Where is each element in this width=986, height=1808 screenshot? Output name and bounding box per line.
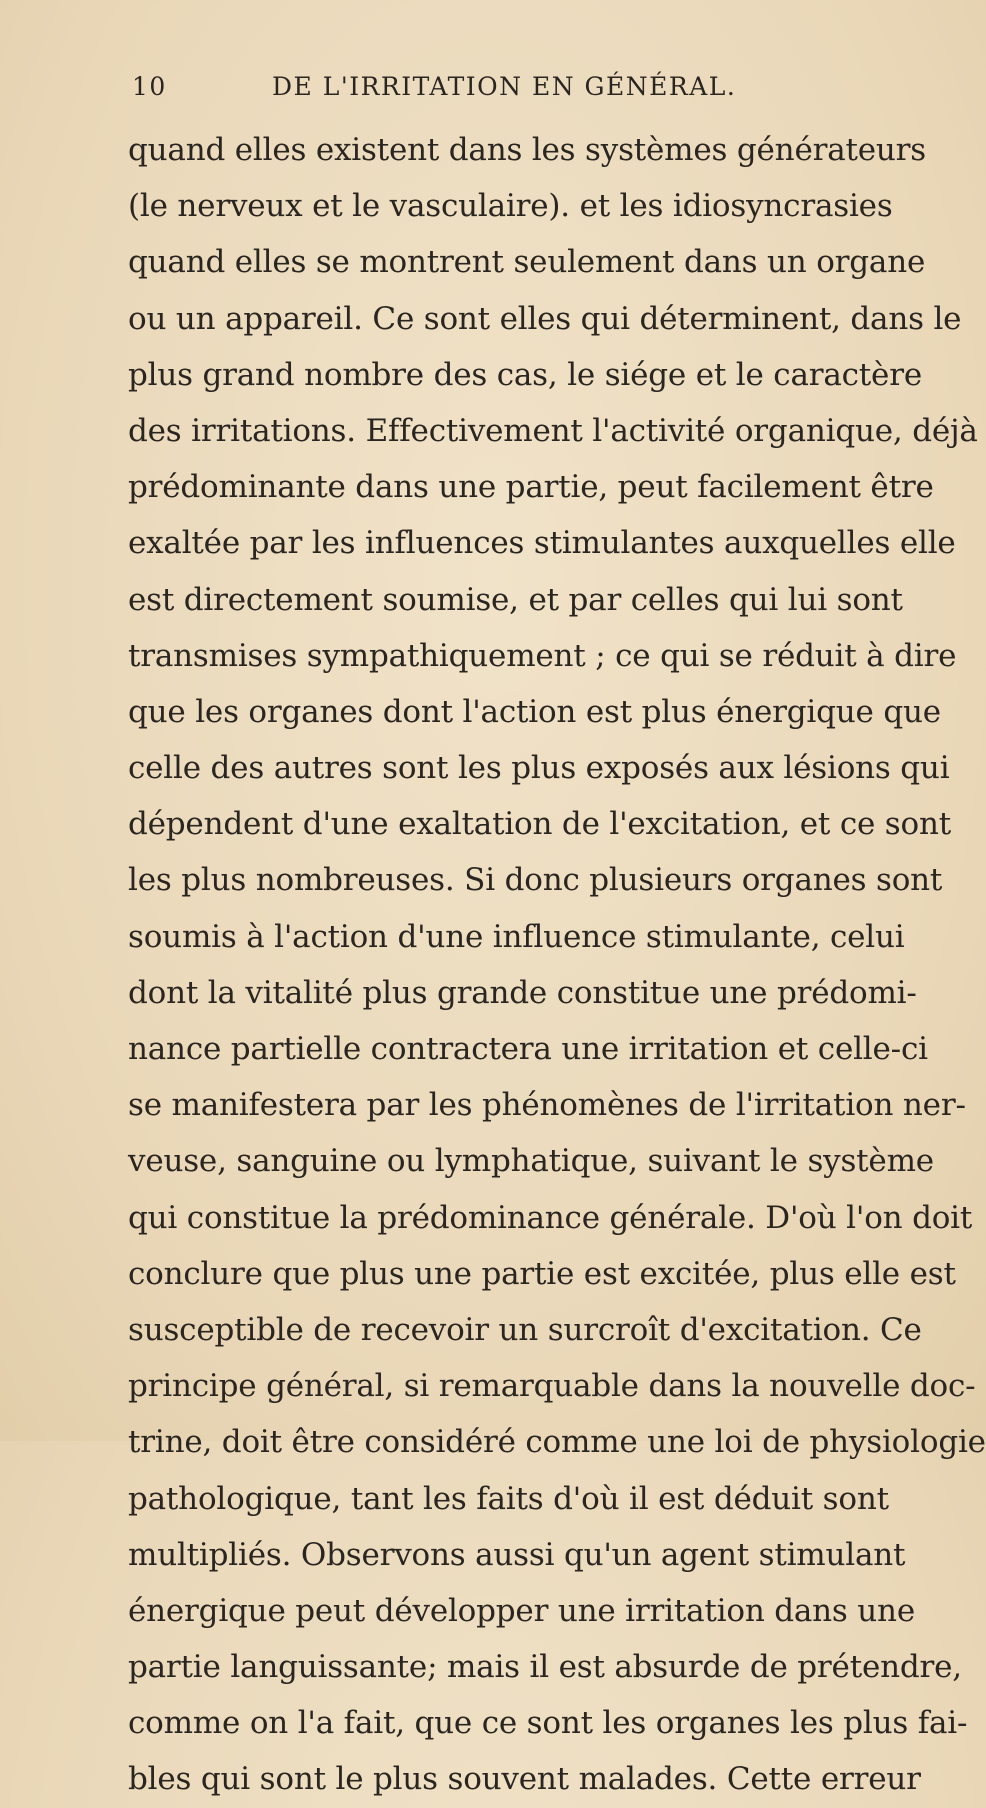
text-line: nance partielle contractera une irritation et celle-ci bbox=[128, 1031, 928, 1067]
text-line: soumis à l'action d'une influence stimulante, celui bbox=[128, 918, 905, 955]
text-line: des irritations. Effectivement l'activité organique, déjà bbox=[128, 412, 978, 449]
text-line: dont la vitalité plus grande constitue une prédomi- bbox=[128, 974, 917, 1011]
text-line: susceptible de recevoir un surcroît d'excitation. Ce bbox=[128, 1311, 922, 1348]
text-line: transmises sympathiquement ; ce qui se réduit à dire bbox=[128, 637, 957, 674]
body-text bbox=[128, 122, 986, 1808]
text-line: énergique peut développer une irritation dans une bbox=[128, 1592, 915, 1629]
text-line: multipliés. Observons aussi qu'un agent stimulant bbox=[128, 1536, 906, 1573]
text-line: quand elles existent dans les systèmes générateurs bbox=[128, 132, 926, 168]
text-line: pathologique, tant les faits d'où il est déduit sont bbox=[128, 1480, 889, 1517]
running-head: DE L'IRRITATION EN GÉNÉRAL. bbox=[272, 72, 737, 101]
text-line: veuse, sanguine ou lymphatique, suivant le système bbox=[128, 1143, 934, 1180]
text-line: plus grand nombre des cas, le siége et le caractère bbox=[128, 356, 922, 393]
text-line: bles qui sont le plus souvent malades. Cette erreur bbox=[128, 1761, 921, 1798]
text-line: dépendent d'une exaltation de l'excitation, et ce sont bbox=[128, 806, 951, 843]
text-line: celle des autres sont les plus exposés aux lésions qui bbox=[128, 750, 950, 787]
text-line: les plus nombreuses. Si donc plusieurs organes sont bbox=[128, 862, 943, 899]
text-line: principe général, si remarquable dans la nouvelle doc- bbox=[128, 1368, 976, 1405]
text-line: ou un appareil. Ce sont elles qui déterminent, dans le bbox=[128, 300, 962, 337]
page-header bbox=[132, 72, 742, 112]
text-line: trine, doit être considéré comme une loi de physiologie bbox=[128, 1424, 986, 1461]
text-line: partie languissante; mais il est absurde de prétendre, bbox=[128, 1649, 962, 1686]
text-line: prédominante dans une partie, peut facilement être bbox=[128, 469, 934, 506]
page-number: 10 bbox=[132, 72, 167, 101]
text-line: qui constitue la prédominance générale. D'où l'on doit bbox=[128, 1199, 973, 1236]
text-line: quand elles se montrent seulement dans un organe bbox=[128, 244, 926, 281]
text-line: que les organes dont l'action est plus énergique que bbox=[128, 693, 941, 730]
text-line: comme on l'a fait, que ce sont les organes les plus fai- bbox=[128, 1705, 968, 1742]
text-line: (le nerveux et le vasculaire). et les idiosyncrasies bbox=[128, 188, 893, 225]
text-line: est directement soumise, et par celles qui lui sont bbox=[128, 581, 903, 618]
text-line: se manifestera par les phénomènes de l'irritation ner- bbox=[128, 1087, 966, 1124]
text-line: conclure que plus une partie est excitée, plus elle est bbox=[128, 1255, 956, 1292]
text-line: exaltée par les influences stimulantes auxquelles elle bbox=[128, 525, 956, 562]
